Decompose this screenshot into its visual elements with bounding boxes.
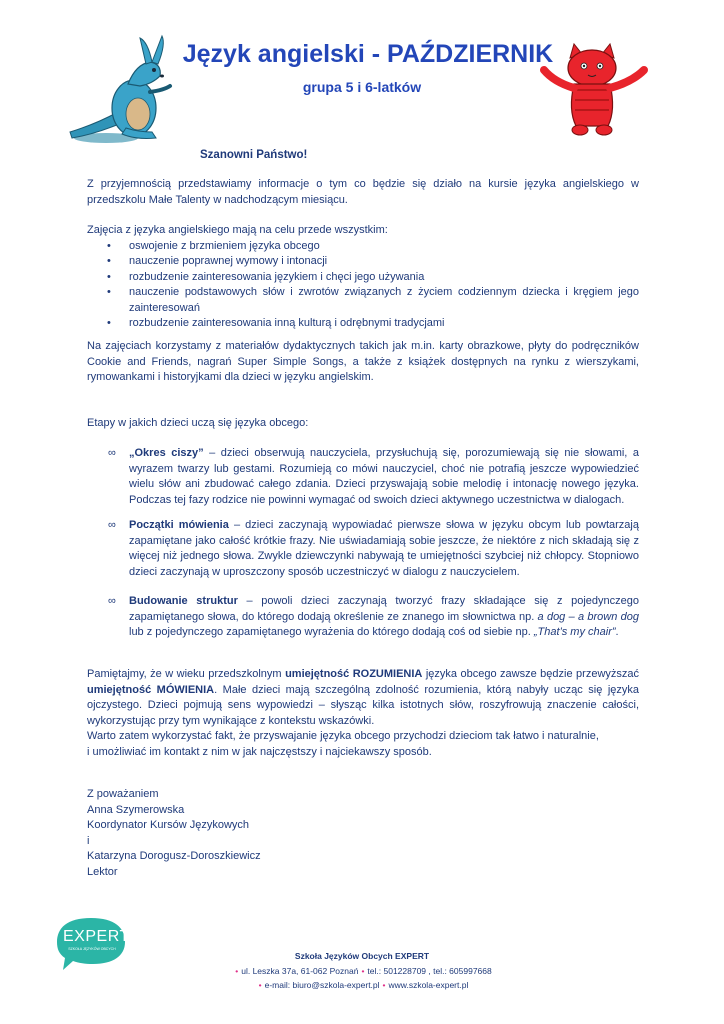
goals-list xyxy=(87,239,639,332)
stage-title: Budowanie struktur xyxy=(129,595,238,607)
stage-example: „That’s my chair” xyxy=(533,626,616,638)
intro-text: Z przyjemnością przedstawiamy informacje o tym co będzie się działo na kursie języka angielskiego w przedszkolu Małe Talenty w nadchodzącym miesiącu. xyxy=(87,178,639,206)
stage-example: a dog – a brown dog xyxy=(537,610,639,623)
list-item: • nauczenie poprawnej wymowy i intonacji xyxy=(87,254,639,270)
bullet-dot-icon: • xyxy=(361,966,365,976)
logo-text: EXPERT xyxy=(63,928,130,945)
email-link[interactable]: e-mail: biuro@szkola-expert.pl xyxy=(264,980,380,990)
stage-text: – dzieci obserwują nauczyciela, przysłuchują się, porozumiewają się nie słowami, a wyrazem twarzy lub gestami. Rozumieją co mówi nauczyciel, choć nie potrafią jeszcze wypowiedzieć wielu słów ani zbudować całego zdania. Dzieci przyswajają sobie melodię i intonację nowego języka. Podczas tej fazy rodzice nie powinni wymagać od swoich dzieci aktywnego uczestnictwa w dialogach. xyxy=(129,447,639,506)
stage-text: – dzieci zaczynają wypowiadać pierwsze słowa w języku obcym lub powtarzają zapamiętane jako całość krótkie frazy. Nie uświadamiają sobie jeszcze, że niektóre z nich składają się z więcej niż jednego słowa. Zwykle dziewczynki nabywają te umiejętności szybciej niż chłopcy. Stopniowo dzieci zaczynają w uproszczony sposób uczestniczyć w dialogu z nauczycielem. xyxy=(129,519,639,578)
summary-paragraph xyxy=(87,667,639,760)
closing: Z poważaniem xyxy=(87,788,159,800)
bullet-dot-icon: • xyxy=(382,980,386,990)
greeting: Szanowni Państwo! xyxy=(200,149,308,161)
logo-tagline: SZKOŁA JĘZYKÓW OBCYCH xyxy=(68,947,116,951)
materials-paragraph xyxy=(87,339,639,386)
signer-role: Koordynator Kursów Językowych xyxy=(87,819,250,831)
stages-lead-text: Etapy w jakich dzieci uczą się języka obcego: xyxy=(87,417,309,429)
infinity-bullet-icon: ∞ xyxy=(108,447,116,459)
list-item: • nauczenie podstawowych słów i zwrotów związanych z życiem codziennym dziecka i kręgiem jego zainteresowań xyxy=(87,285,639,316)
stage-3 xyxy=(108,594,639,641)
phone: tel.: 501228709 , tel.: 605997668 xyxy=(367,966,492,976)
goals-lead: Zajęcia z języka angielskiego mają na celu przede wszystkim: xyxy=(87,224,388,236)
summary-text xyxy=(87,667,639,729)
stage-text: . xyxy=(615,626,619,638)
signer-role: Lektor xyxy=(87,865,118,878)
list-item: • rozbudzenie zainteresowania językiem i chęci jego używania xyxy=(87,270,639,286)
page-subtitle: grupa 5 i 6-latków xyxy=(302,79,422,95)
page-title: Język angielski - PAŹDZIERNIK xyxy=(182,40,554,68)
bullet-dot-icon: • xyxy=(235,966,239,976)
summary-emphasis: umiejętność MÓWIENIA xyxy=(87,683,215,696)
signer-name: Katarzyna Dorogusz-Doroszkiewicz xyxy=(87,850,261,862)
intro-paragraph xyxy=(87,177,639,208)
conjunction: i xyxy=(87,834,90,847)
stage-title: „Okres ciszy” xyxy=(129,447,204,459)
website-link[interactable]: www.szkola-expert.pl xyxy=(388,980,469,990)
contact-line-1 xyxy=(0,966,724,976)
list-item: • oswojenie z brzmieniem języka obcego xyxy=(87,239,639,255)
summary-part: Pamiętajmy, że w wieku przedszkolnym xyxy=(87,668,286,680)
infinity-bullet-icon: ∞ xyxy=(108,595,116,607)
stage-text: – powoli dzieci zaczynają tworzyć frazy składające się z pojedynczego zapamiętanego słowa, do którego dodają określenie ze znanego im słownictwa np. xyxy=(129,595,639,623)
materials-text: Na zajęciach korzystamy z materiałów dydaktycznych takich jak m.in. karty obrazkowe, płyty do podręczników Cookie and Friends, nagrań Super Simple Songs, a także z książek dostępnych na rynku z wierszykami, rymowankami i historyjkami dla dzieci w języku angielskim. xyxy=(87,340,639,383)
summary-part: języka obcego zawsze będzie przewyższać xyxy=(422,668,640,680)
infinity-bullet-icon: ∞ xyxy=(108,519,116,531)
stage-title: Początki mówienia xyxy=(129,519,229,531)
stage-text: lub z pojedynczego zapamiętanego wyrażenia do którego dodają coś od siebie np. xyxy=(129,626,534,638)
expert-logo xyxy=(55,916,130,972)
summary-part: . Małe dzieci mają szczególną zdolność rozumienia, którą nabyły ucząc się języka ojczystego. Dzieci pojmują sens wypowiedzi – słysząc kilka istotnych słów, roszyfrowują znaczenie całości, wykorzystując przy tym wynikające z kontekstu wskazówki. xyxy=(87,683,639,727)
stages-lead xyxy=(87,416,639,432)
signature-block xyxy=(87,787,387,880)
goals-section xyxy=(87,223,639,332)
summary-line: Warto zatem wykorzystać fakt, że przyswajanie języka obcego przychodzi dzieciom tak łatwo i naturalnie, xyxy=(87,730,599,742)
summary-emphasis: umiejętność ROZUMIENIA xyxy=(285,668,423,680)
bullet-dot-icon: • xyxy=(258,980,262,990)
stage-2 xyxy=(108,518,639,580)
list-item: • rozbudzenie zainteresowania inną kulturą i odrębnymi tradycjami xyxy=(87,316,639,332)
address: ul. Leszka 37a, 61-062 Poznań xyxy=(241,966,359,976)
contact-line-2 xyxy=(0,980,724,990)
stage-1 xyxy=(108,446,639,508)
summary-line: i umożliwiać im kontakt z nim w jak najczęstszy i najciekawszy sposób. xyxy=(87,745,432,758)
signer-name: Anna Szymerowska xyxy=(87,803,185,816)
school-name: Szkoła Języków Obcych EXPERT xyxy=(294,951,430,961)
